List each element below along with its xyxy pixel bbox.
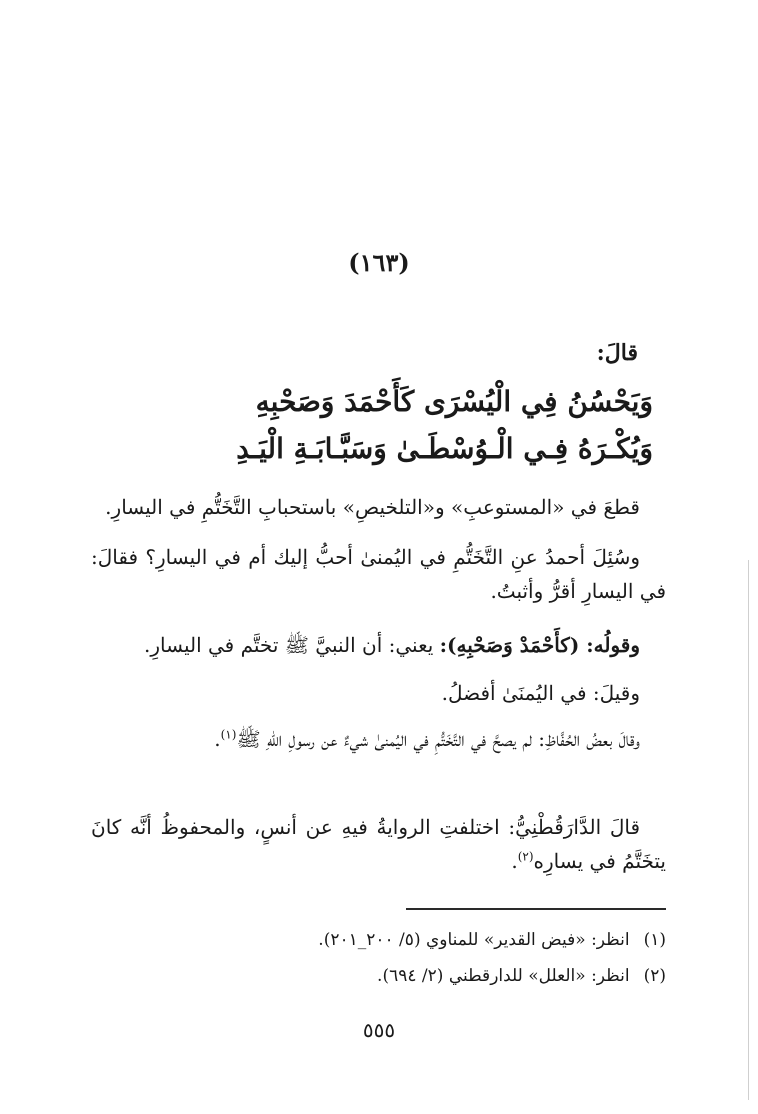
paragraph-5 [91, 722, 666, 756]
footnote-2-mark: (٢) [643, 966, 666, 986]
paragraph-1: قطعَ في «المستوعبِ» و«التلخيصِ» باستحبابِ التَّخَتُّمِ في اليسارِ. [105, 495, 640, 519]
footnote-2-text: انظر: «العلل» للدارقطني (٢/ ٦٩٤). [377, 966, 630, 986]
page-number: ٥٥٥ [362, 1018, 396, 1042]
footnote-divider [406, 908, 666, 910]
footnote-ref-2[interactable]: (٢) [517, 849, 534, 864]
paragraph-6 [91, 810, 666, 878]
paragraph-3-rest: يعني: أن النبيَّ ﷺ تختَّم في اليسارِ. [144, 633, 440, 657]
footnote-1-text: انظر: «فيض القدير» للمناوي (٥/ ٢٠٠_٢٠١). [318, 930, 630, 950]
footnote-2 [377, 966, 666, 986]
paragraph-3 [91, 628, 666, 662]
paragraph-5-text: وقالَ بعضُ الحُفَّاظِ: لم يصحَّ في التَّخَتُّمِ في اليُمنىٰ شيءٌ عن رسولِ اللهِ ﷺ [236, 727, 640, 751]
paragraph-5-end: . [214, 727, 221, 751]
footnote-1 [318, 930, 666, 950]
paragraph-4: وقيلَ: في اليُمنَىٰ أفضلُ. [441, 681, 640, 705]
qal-heading: قالَ: [596, 340, 638, 366]
paragraph-2: وسُئِلَ أحمدُ عنِ التَّخَتُّمِ في اليُمنىٰ أحبُّ إليك أم في اليسارِ؟ فقالَ: في اليسارِ أقرُّ وأثبتُ. [91, 545, 666, 603]
paragraph-6-end: . [511, 849, 518, 873]
footnote-ref-1[interactable]: (١) [220, 727, 237, 742]
verse-line-1: وَيَحْسُنُ فِي الْيُسْرَى كَأَحْمَدَ وَصَحْبِهِ [255, 385, 653, 418]
paragraph-3-lead: وقولُه: (كأَحْمَدْ وَصَحْبِهِ): [439, 633, 640, 657]
verse-line-2: وَيُكْـرَهُ فِـي الْـوُسْطَـىٰ وَسَبَّـابَـةِ الْيَـدِ [236, 432, 653, 465]
footnote-1-mark: (١) [643, 930, 666, 950]
paragraph-6-text: قالَ الدَّارَقُطْنِيُّ: اختلفتِ الروايةُ فيهِ عن أنسٍ، والمحفوظُ أنَّه كانَ يتخَتَّمُ في يسارِه [91, 815, 666, 873]
page-edge-line [748, 560, 749, 1100]
section-number: (١٦٣) [348, 248, 410, 277]
